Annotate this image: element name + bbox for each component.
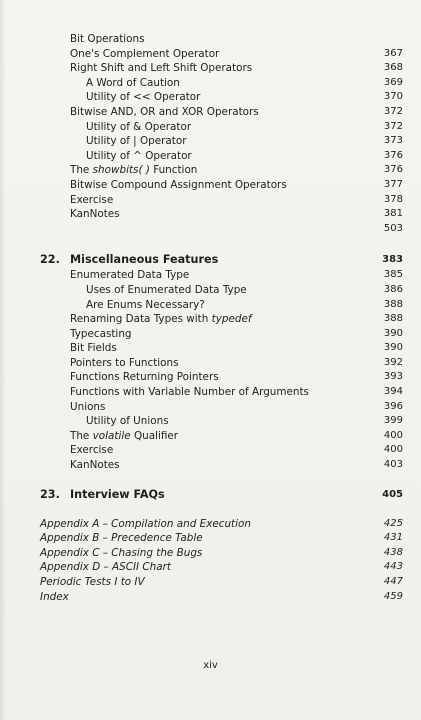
toc-entry-label: Pointers to Functions xyxy=(70,356,179,369)
toc-entry-label: Bit Operations xyxy=(70,33,145,45)
toc-entry-page-number: 503 xyxy=(383,222,403,234)
toc-entry-label-part: Function xyxy=(149,164,198,177)
toc-entry-page-number: 372 xyxy=(383,120,403,132)
toc-chapter-23[interactable] xyxy=(0,487,421,503)
toc-entry-label: Exercise xyxy=(70,193,114,206)
toc-entry-label: Uses of Enumerated Data Type xyxy=(86,283,247,296)
toc-entry-page-number: 403 xyxy=(383,459,403,471)
toc-entry-label: Utility of Unions xyxy=(86,415,169,428)
toc-entry-page-number: 381 xyxy=(383,208,403,220)
toc-entry[interactable] xyxy=(0,163,421,178)
toc-entry-page-number: 386 xyxy=(383,283,403,295)
toc-entry-label-part: Qualifier xyxy=(130,429,179,442)
toc-entry-page-number: 388 xyxy=(383,313,403,325)
toc-entry[interactable] xyxy=(0,178,421,193)
toc-entry[interactable] xyxy=(0,134,421,149)
toc-entry[interactable] xyxy=(0,222,421,237)
toc-chapter-22[interactable] xyxy=(0,252,421,268)
toc-entry-label-part: The xyxy=(70,164,93,177)
toc-entry-label: Typecasting xyxy=(70,327,132,340)
toc-entry-label: One's Complement Operator xyxy=(70,47,220,60)
toc-entry[interactable] xyxy=(0,268,421,283)
toc-entry-page-number: 459 xyxy=(383,590,403,602)
toc-entry-label: Are Enums Necessary? xyxy=(86,298,205,311)
toc-entry-page-number: 443 xyxy=(383,561,403,573)
toc-entry[interactable] xyxy=(0,414,421,429)
toc-entry[interactable] xyxy=(0,298,421,313)
toc-entry-page-number: 372 xyxy=(383,105,403,117)
toc-entry-page-number: 400 xyxy=(383,429,403,441)
toc-entry[interactable] xyxy=(0,61,421,76)
toc-entry[interactable] xyxy=(0,76,421,91)
toc-entry-label: Bitwise Compound Assignment Operators xyxy=(70,178,287,191)
toc-entry-page-number: 438 xyxy=(383,546,403,558)
toc-entry-label-emphasis: typedef xyxy=(211,313,252,326)
toc-entry-page-number: 396 xyxy=(383,400,403,412)
chapter-title: Interview FAQs xyxy=(70,487,165,501)
toc-entry-label: Bitwise AND, OR and XOR Operators xyxy=(70,105,259,118)
toc-block-misc-features xyxy=(0,268,421,472)
toc-entry-page-number: 425 xyxy=(383,517,403,529)
toc-entry-label-emphasis: showbits( ) xyxy=(92,164,150,177)
toc-entry-label: Enumerated Data Type xyxy=(70,269,190,282)
toc-entry[interactable] xyxy=(0,429,421,444)
toc-entry[interactable] xyxy=(0,90,421,105)
toc-entry[interactable] xyxy=(0,531,421,546)
toc-entry-label: Periodic Tests I to IV xyxy=(40,576,145,588)
toc-entry-label-emphasis: volatile xyxy=(92,429,131,442)
toc-entry-label: Right Shift and Left Shift Operators xyxy=(70,62,253,75)
page-folio: xiv xyxy=(203,660,218,671)
toc-entry[interactable] xyxy=(0,517,421,532)
toc-entry-page-number: 393 xyxy=(383,371,403,383)
toc-entry[interactable] xyxy=(0,356,421,371)
toc-entry-label: Functions with Variable Number of Arguments xyxy=(70,386,309,399)
toc-entry-page-number: 388 xyxy=(383,298,403,310)
toc-entry-label xyxy=(70,429,178,444)
toc-entry-page-number: 376 xyxy=(383,164,403,176)
toc-entry-label: Utility of | Operator xyxy=(86,135,187,148)
toc-entry[interactable] xyxy=(0,207,421,222)
toc-entry-label: KanNotes xyxy=(70,459,120,472)
toc-entry[interactable] xyxy=(0,341,421,356)
toc-entry[interactable] xyxy=(0,560,421,575)
toc-entry-label xyxy=(70,312,252,327)
toc-entry-label: A Word of Caution xyxy=(86,76,180,89)
toc-entry-page-number: 376 xyxy=(383,149,403,161)
toc-entry[interactable] xyxy=(0,105,421,120)
toc-entry-page-number: 378 xyxy=(383,193,403,205)
toc-entry-label-part: The xyxy=(70,429,93,442)
toc-block-bit-operations xyxy=(0,32,421,236)
toc-entry-label: Functions Returning Pointers xyxy=(70,371,219,384)
toc-entry[interactable] xyxy=(0,590,421,605)
chapter-page-number: 405 xyxy=(382,488,403,500)
toc-entry-page-number: 369 xyxy=(383,76,403,88)
toc-entry-label: Unions xyxy=(70,400,106,413)
toc-entry-page-number: 399 xyxy=(383,415,403,427)
chapter-title: Miscellaneous Features xyxy=(70,253,219,267)
toc-entry[interactable] xyxy=(0,32,421,47)
chapter-page-number: 383 xyxy=(382,254,403,266)
toc-entry-label-part: Renaming Data Types with xyxy=(70,313,212,326)
toc-entry-label: Index xyxy=(40,590,69,603)
toc-entry[interactable] xyxy=(0,149,421,164)
toc-entry-page-number: 370 xyxy=(383,91,403,103)
toc-entry-page-number: 390 xyxy=(383,342,403,354)
toc-entry[interactable] xyxy=(0,400,421,415)
toc-entry-label: KanNotes xyxy=(70,208,120,221)
chapter-number: 22. xyxy=(40,253,60,267)
toc-entry[interactable] xyxy=(0,312,421,327)
toc-entry-page-number: 392 xyxy=(383,356,403,368)
toc-entry-page-number: 400 xyxy=(383,444,403,456)
toc-entry-label: Utility of & Operator xyxy=(86,120,192,133)
toc-entry-page-number: 373 xyxy=(383,135,403,147)
toc-entry-page-number: 431 xyxy=(383,532,403,544)
toc-entry-label: Appendix D – ASCII Chart xyxy=(40,561,171,574)
toc-entry[interactable] xyxy=(0,47,421,62)
toc-entry-page-number: 385 xyxy=(383,269,403,281)
toc-entry[interactable] xyxy=(0,370,421,385)
toc-entry-page-number: 377 xyxy=(383,178,403,190)
toc-entry[interactable] xyxy=(0,327,421,342)
toc-entry-page-number: 447 xyxy=(383,576,403,587)
toc-entry[interactable] xyxy=(0,575,421,590)
toc-entry-page-number: 368 xyxy=(383,62,403,74)
toc-entry-label: Appendix A – Compilation and Execution xyxy=(40,517,251,530)
toc-entry-label: Appendix C – Chasing the Bugs xyxy=(40,546,203,559)
toc-entry[interactable] xyxy=(0,458,421,473)
toc-appendices xyxy=(0,517,421,605)
toc-entry-page-number: 390 xyxy=(383,327,403,339)
toc-entry-label: Utility of << Operator xyxy=(86,91,201,104)
toc-entry-label: Utility of ^ Operator xyxy=(86,149,192,162)
toc-entry-label: Appendix B – Precedence Table xyxy=(40,532,203,545)
toc-entry-page-number: 394 xyxy=(383,386,403,398)
toc-entry[interactable] xyxy=(0,546,421,561)
toc-entry[interactable] xyxy=(0,283,421,298)
toc-entry[interactable] xyxy=(0,193,421,208)
toc-entry-label: Exercise xyxy=(70,444,114,457)
toc-entry[interactable] xyxy=(0,385,421,400)
chapter-number: 23. xyxy=(40,487,60,501)
toc-entry-label xyxy=(70,163,197,178)
toc-entry-label: Bit Fields xyxy=(70,342,117,355)
toc-entry-page-number: 367 xyxy=(383,47,403,59)
toc-entry[interactable] xyxy=(0,120,421,135)
toc-entry[interactable] xyxy=(0,443,421,458)
